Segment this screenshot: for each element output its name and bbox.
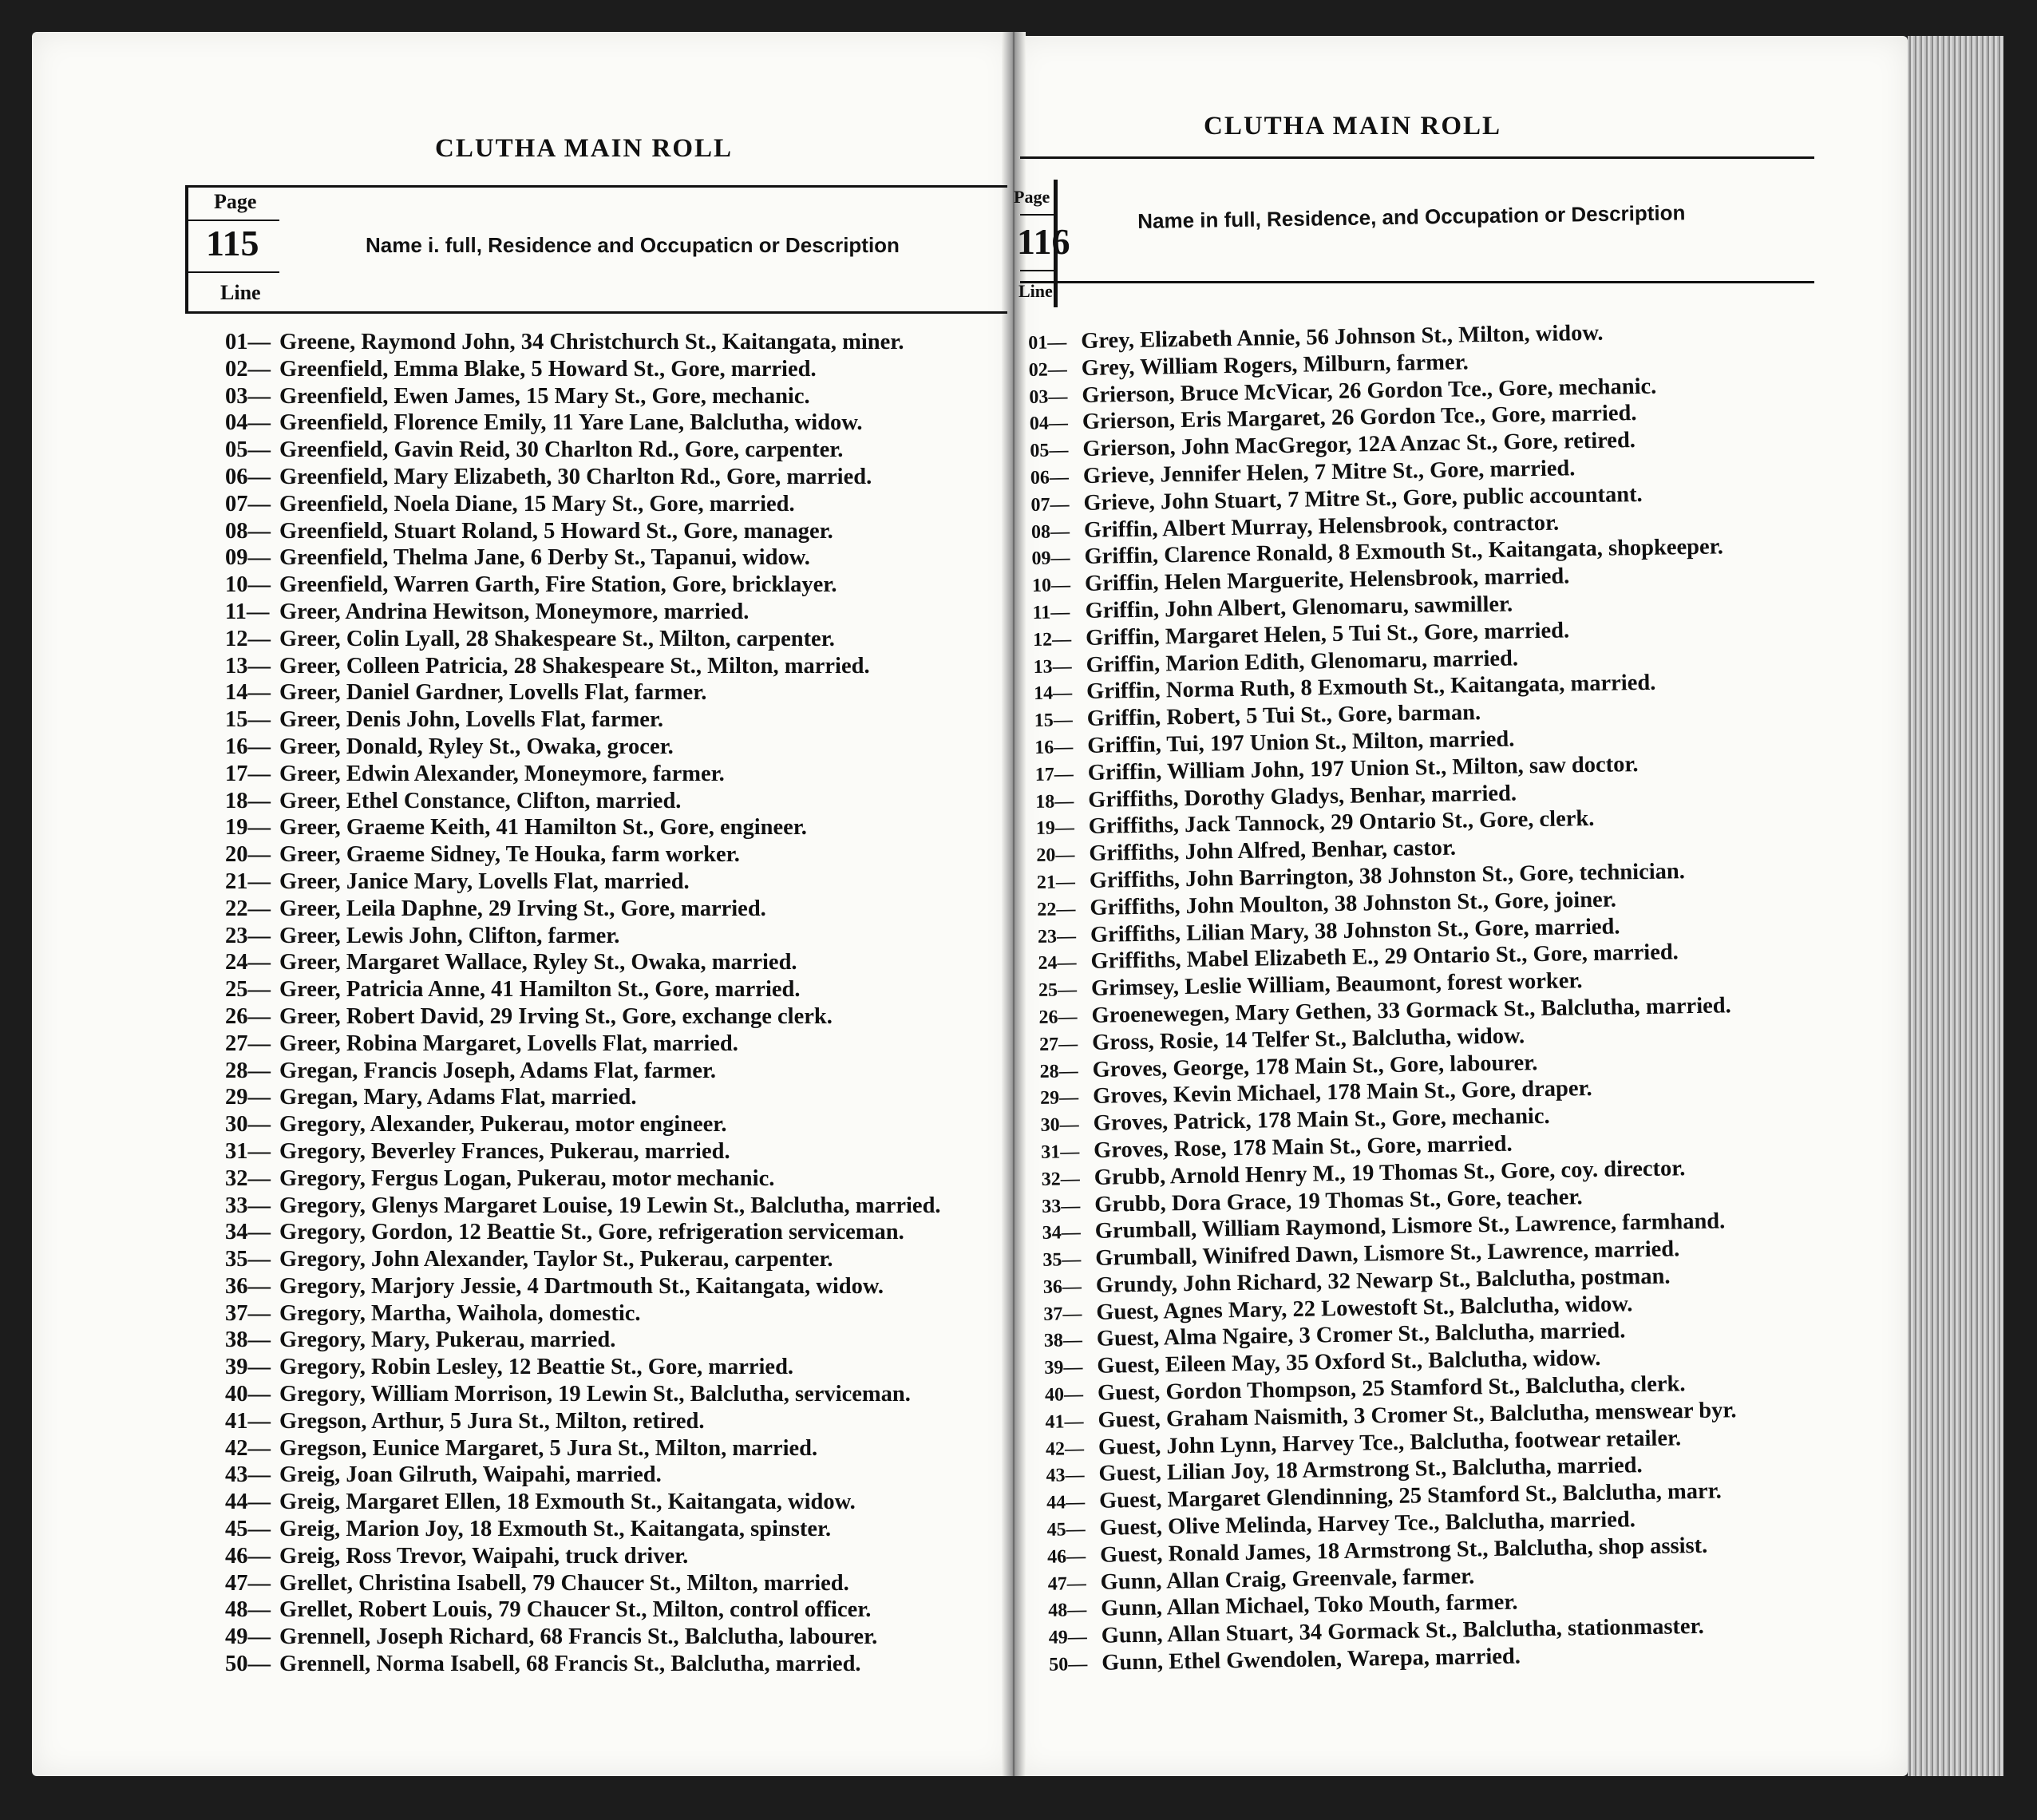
line-number: 36— [225, 1273, 271, 1299]
list-item [225, 491, 991, 518]
line-number: 14— [1033, 682, 1073, 705]
list-item [225, 841, 991, 868]
entry-text: Greer, Daniel Gardner, Lovells Flat, farmer. [279, 680, 707, 706]
entry-text: Grubb, Arnold Henry M., 19 Thomas St., Gore, coy. director. [1094, 1155, 1686, 1190]
list-item [225, 1381, 991, 1408]
list-item [225, 518, 991, 545]
entry-text: Greenfield, Mary Elizabeth, 30 Charlton Rd., Gore, married. [279, 464, 872, 489]
entry-text: Guest, Olive Melinda, Harvey Tce., Balclutha, married. [1099, 1507, 1636, 1541]
entry-text: Grey, William Rogers, Milburn, farmer. [1081, 350, 1469, 381]
entry-text: Greer, Colleen Patricia, 28 Shakespeare St., Milton, married. [279, 653, 870, 679]
list-item [225, 1596, 991, 1624]
line-number: 28— [1039, 1060, 1078, 1082]
line-number: 25— [1038, 979, 1078, 1002]
entry-text: Griffin, Marion Edith, Glenomaru, married. [1086, 645, 1519, 678]
line-number: 49— [1048, 1627, 1087, 1649]
line-number: 01— [1028, 332, 1067, 354]
list-item [225, 788, 991, 815]
line-number: 40— [225, 1382, 271, 1407]
line-number: 47— [225, 1570, 271, 1596]
line-number: 39— [225, 1355, 271, 1380]
list-item [225, 410, 991, 437]
entry-text: Guest, Lilian Joy, 18 Armstrong St., Balclutha, married. [1098, 1453, 1643, 1487]
line-number: 04— [1029, 413, 1069, 435]
line-number: 38— [225, 1327, 271, 1353]
line-number: 25— [225, 977, 271, 1003]
list-item [225, 1489, 991, 1516]
list-item [225, 653, 991, 680]
entry-text: Griffin, John Albert, Glenomaru, sawmiller. [1085, 592, 1513, 623]
line-number: 12— [1032, 628, 1072, 651]
entry-text: Grumball, William Raymond, Lismore St., Lawrence, farmhand. [1094, 1209, 1726, 1244]
line-number: 19— [225, 815, 271, 841]
line-number: 50— [1049, 1654, 1088, 1676]
line-number: 34— [1042, 1222, 1081, 1244]
entry-text: Guest, Eileen May, 35 Oxford St., Balclutha, widow. [1097, 1346, 1601, 1379]
entry-text: Greer, Ethel Constance, Clifton, married. [279, 788, 682, 813]
entry-text: Griffiths, John Barrington, 38 Johnston St., Gore, technician. [1089, 859, 1686, 893]
entry-text: Greenfield, Thelma Jane, 6 Derby St., Tapanui, widow. [279, 545, 810, 571]
list-item [225, 1111, 991, 1138]
line-number: 20— [225, 842, 271, 868]
line-number: 17— [225, 761, 271, 786]
list-item [225, 1193, 991, 1220]
entry-text: Grennell, Joseph Richard, 68 Francis St., Balclutha, labourer. [279, 1624, 878, 1650]
entry-text: Griffiths, Dorothy Gladys, Benhar, married. [1088, 781, 1517, 813]
line-number: 05— [1030, 440, 1069, 462]
entry-text: Grierson, Eris Margaret, 26 Gordon Tce., Gore, married. [1082, 401, 1637, 435]
entry-text: Griffin, Robert, 5 Tui St., Gore, barman. [1086, 700, 1481, 732]
entry-text: Greig, Joan Gilruth, Waipahi, married. [279, 1462, 662, 1488]
line-number: 11— [225, 599, 270, 624]
entry-text: Greenfield, Gavin Reid, 30 Charlton Rd., Gore, carpenter. [279, 437, 844, 463]
entry-text: Gregory, Marjory Jessie, 4 Dartmouth St., Kaitangata, widow. [279, 1273, 884, 1299]
line-number: 18— [1035, 790, 1074, 813]
left-entry-list [225, 329, 991, 1678]
line-number: 50— [225, 1652, 271, 1677]
line-number: 08— [1030, 520, 1070, 543]
left-header-bottom-rule [185, 311, 1007, 314]
left-line-label: Line [220, 281, 261, 304]
line-number: 41— [225, 1408, 271, 1434]
entry-text: Griffiths, Mabel Elizabeth E., 29 Ontario St., Gore, married. [1090, 940, 1679, 975]
line-number: 24— [225, 950, 271, 975]
entry-text: Greenfield, Ewen James, 15 Mary St., Gore, mechanic. [279, 383, 810, 409]
line-number: 08— [225, 518, 271, 544]
line-number: 09— [1031, 548, 1070, 570]
list-item [225, 1408, 991, 1435]
entry-text: Guest, Graham Naismith, 3 Cromer St., Balclutha, menswear byr. [1098, 1398, 1737, 1433]
entry-text: Greig, Marion Joy, 18 Exmouth St., Kaitangata, spinster. [279, 1517, 832, 1542]
line-number: 42— [225, 1435, 271, 1461]
right-header-top-rule [1020, 156, 1814, 159]
line-number: 15— [1034, 710, 1073, 732]
entry-text: Gregory, Glenys Margaret Louise, 19 Lewin St., Balclutha, married. [279, 1193, 941, 1218]
entry-text: Greer, Janice Mary, Lovells Flat, married. [279, 868, 690, 894]
line-number: 45— [1046, 1519, 1086, 1541]
left-page-number: 115 [206, 223, 259, 263]
line-number: 31— [225, 1138, 271, 1164]
line-number: 46— [225, 1543, 271, 1569]
line-number: 30— [225, 1112, 271, 1138]
right-line-label: Line [1018, 281, 1053, 301]
line-number: 37— [225, 1300, 271, 1326]
line-number: 38— [1043, 1330, 1083, 1352]
entry-text: Greer, Edwin Alexander, Moneymore, farmer. [279, 761, 725, 786]
line-number: 06— [1030, 467, 1070, 489]
entry-text: Gregory, Beverley Frances, Pukerau, married. [279, 1138, 730, 1164]
entry-text: Gregson, Arthur, 5 Jura St., Milton, retired. [279, 1408, 705, 1434]
line-number: 20— [1036, 845, 1075, 867]
entry-text: Greer, Colin Lyall, 28 Shakespeare St., Milton, carpenter. [279, 626, 835, 651]
entry-text: Griffin, Tui, 197 Union St., Milton, married. [1086, 726, 1515, 758]
right-header-bottom-rule [1020, 281, 1814, 283]
entry-text: Grieve, John Stuart, 7 Mitre St., Gore, public accountant. [1083, 481, 1643, 516]
entry-text: Gregory, Mary, Pukerau, married. [279, 1327, 616, 1353]
line-number: 02— [225, 356, 271, 382]
entry-text: Groves, Kevin Michael, 178 Main St., Gore, draper. [1092, 1076, 1592, 1110]
list-item [225, 1165, 991, 1193]
list-item [225, 1246, 991, 1273]
line-number: 11— [1032, 602, 1070, 623]
line-number: 30— [1040, 1114, 1079, 1136]
list-item [225, 1327, 991, 1354]
right-column-heading: Name in full, Residence, and Occupation or Description [1137, 200, 1686, 233]
line-number: 46— [1046, 1545, 1086, 1568]
entry-text: Griffin, Helen Marguerite, Helensbrook, married. [1084, 564, 1570, 597]
line-number: 23— [1037, 925, 1077, 948]
right-page-title: CLUTHA MAIN ROLL [1204, 112, 1502, 140]
entry-text: Greer, Leila Daphne, 29 Irving St., Gore, married. [279, 896, 766, 921]
list-item [225, 814, 991, 841]
entry-text: Griffin, Albert Murray, Helensbrook, contractor. [1083, 510, 1560, 543]
entry-text: Greer, Andrina Hewitson, Moneymore, married. [279, 599, 750, 624]
line-number: 34— [225, 1220, 271, 1245]
line-number: 03— [225, 383, 271, 409]
list-item [225, 599, 991, 626]
list-item [225, 1651, 991, 1678]
entry-text: Greer, Patricia Anne, 41 Hamilton St., Gore, married. [279, 977, 801, 1003]
line-number: 13— [1033, 655, 1072, 678]
line-number: 33— [225, 1193, 271, 1218]
entry-text: Greenfield, Noela Diane, 15 Mary St., Gore, married. [279, 491, 795, 516]
list-item [225, 1300, 991, 1327]
line-number: 49— [225, 1624, 271, 1650]
line-number: 24— [1038, 952, 1077, 975]
line-number: 19— [1035, 817, 1075, 840]
list-item [225, 1031, 991, 1058]
list-item [225, 1084, 991, 1111]
list-item [225, 923, 991, 950]
entry-text: Griffiths, John Moulton, 38 Johnston St., Gore, joiner. [1090, 887, 1617, 920]
right-pagebox-divider-top [1020, 214, 1056, 216]
list-item [225, 1543, 991, 1570]
line-number: 45— [225, 1517, 271, 1542]
entry-text: Gregory, Gordon, 12 Beattie St., Gore, refrigeration serviceman. [279, 1220, 904, 1245]
entry-text: Greer, Graeme Sidney, Te Houka, farm worker. [279, 842, 740, 868]
list-item [225, 329, 991, 356]
right-pagebox-divider-bottom [1020, 270, 1056, 271]
left-pagebox-divider-bottom [185, 271, 279, 273]
entry-text: Gunn, Allan Stuart, 34 Gormack St., Balclutha, stationmaster. [1101, 1614, 1704, 1649]
entry-text: Grumball, Winifred Dawn, Lismore St., Lawrence, married. [1095, 1236, 1680, 1271]
right-page-number: 116 [1017, 221, 1070, 262]
left-page-label: Page [214, 190, 257, 213]
line-number: 31— [1041, 1141, 1080, 1163]
entry-text: Grey, Elizabeth Annie, 56 Johnson St., Milton, widow. [1081, 320, 1604, 354]
line-number: 04— [225, 410, 271, 436]
list-item [225, 1435, 991, 1462]
entry-text: Gross, Rosie, 14 Telfer St., Balclutha, widow. [1091, 1023, 1525, 1055]
entry-text: Guest, Alma Ngaire, 3 Cromer St., Balclutha, married. [1096, 1318, 1626, 1352]
list-item [225, 896, 991, 923]
entry-text: Gregory, Martha, Waihola, domestic. [279, 1300, 641, 1326]
entry-text: Gregory, Robin Lesley, 12 Beattie St., Gore, married. [279, 1355, 794, 1380]
line-number: 32— [1041, 1168, 1080, 1190]
list-item [225, 868, 991, 896]
line-number: 21— [1036, 872, 1076, 893]
entry-text: Griffin, Norma Ruth, 8 Exmouth St., Kaitangata, married. [1086, 671, 1656, 705]
line-number: 22— [1037, 898, 1076, 920]
list-item [225, 1003, 991, 1031]
line-number: 26— [1038, 1007, 1078, 1028]
entry-text: Greer, Margaret Wallace, Ryley St., Owaka, married. [279, 950, 797, 975]
page-edges [1908, 36, 2003, 1776]
entry-text: Greer, Donald, Ryley St., Owaka, grocer. [279, 734, 674, 759]
entry-text: Groves, Rose, 178 Main St., Gore, married. [1093, 1131, 1513, 1163]
entry-text: Grennell, Norma Isabell, 68 Francis St., Balclutha, married. [279, 1652, 861, 1677]
line-number: 48— [225, 1597, 271, 1623]
right-entry-list [1028, 315, 1919, 1678]
entry-text: Griffiths, Jack Tannock, 29 Ontario St., Gore, clerk. [1088, 806, 1595, 840]
entry-text: Guest, John Lynn, Harvey Tce., Balclutha, footwear retailer. [1098, 1425, 1682, 1460]
entry-text: Griffin, Margaret Helen, 5 Tui St., Gore, married. [1085, 618, 1570, 651]
line-number: 22— [225, 896, 271, 921]
line-number: 07— [1030, 494, 1070, 516]
list-item [225, 383, 991, 410]
entry-text: Grieve, Jennifer Helen, 7 Mitre St., Gore, married. [1082, 456, 1576, 489]
list-item [225, 356, 991, 383]
line-number: 16— [225, 734, 271, 759]
list-item [225, 734, 991, 761]
line-number: 40— [1044, 1384, 1084, 1406]
left-pagebox-divider-top [185, 220, 279, 221]
list-item [225, 706, 991, 734]
line-number: 12— [225, 626, 271, 651]
entry-text: Groves, Patrick, 178 Main St., Gore, mechanic. [1093, 1103, 1550, 1136]
list-item [225, 1624, 991, 1651]
entry-text: Grierson, Bruce McVicar, 26 Gordon Tce., Gore, mechanic. [1082, 374, 1657, 408]
entry-text: Gregory, Fergus Logan, Pukerau, motor mechanic. [279, 1165, 775, 1191]
entry-text: Gunn, Ethel Gwendolen, Warepa, married. [1102, 1644, 1521, 1676]
line-number: 29— [1039, 1087, 1079, 1110]
line-number: 43— [1046, 1465, 1085, 1487]
line-number: 48— [1048, 1600, 1087, 1622]
list-item [225, 1138, 991, 1165]
line-number: 28— [225, 1058, 271, 1083]
line-number: 06— [225, 464, 271, 489]
entry-text: Greer, Robert David, 29 Irving St., Gore, exchange clerk. [279, 1003, 833, 1029]
list-item [225, 949, 991, 976]
list-item [225, 1058, 991, 1085]
line-number: 36— [1042, 1276, 1082, 1298]
entry-text: Gregan, Mary, Adams Flat, married. [279, 1085, 637, 1110]
entry-text: Greer, Denis John, Lovells Flat, farmer. [279, 707, 664, 733]
entry-text: Grimsey, Leslie William, Beaumont, forest worker. [1090, 968, 1583, 1001]
line-number: 35— [1042, 1249, 1082, 1271]
line-number: 35— [225, 1247, 271, 1272]
list-item [225, 544, 991, 572]
line-number: 01— [225, 330, 271, 354]
line-number: 39— [1044, 1357, 1083, 1379]
entry-text: Grellet, Robert Louis, 79 Chaucer St., Milton, control officer. [279, 1597, 872, 1623]
entry-text: Griffiths, Lilian Mary, 38 Johnston St., Gore, married. [1090, 913, 1620, 948]
entry-text: Guest, Margaret Glendinning, 25 Stamford St., Balclutha, marr. [1098, 1478, 1723, 1514]
line-number: 43— [225, 1462, 271, 1488]
line-number: 44— [1046, 1492, 1086, 1514]
entry-text: Gregory, Alexander, Pukerau, motor engineer. [279, 1112, 727, 1138]
entry-text: Greenfield, Warren Garth, Fire Station, Gore, bricklayer. [279, 572, 837, 598]
entry-text: Greenfield, Stuart Roland, 5 Howard St., Gore, manager. [279, 518, 833, 544]
list-item [225, 1516, 991, 1543]
entry-text: Guest, Gordon Thompson, 25 Stamford St., Balclutha, clerk. [1097, 1371, 1686, 1406]
entry-text: Griffin, William John, 197 Union St., Milton, saw doctor. [1087, 751, 1639, 785]
list-item [225, 572, 991, 599]
entry-text: Greer, Lewis John, Clifton, farmer. [279, 923, 620, 948]
entry-text: Greene, Raymond John, 34 Christchurch St., Kaitangata, miner. [279, 330, 904, 354]
line-number: 21— [225, 868, 271, 894]
entry-text: Gregson, Eunice Margaret, 5 Jura St., Milton, married. [279, 1435, 818, 1461]
line-number: 41— [1045, 1410, 1084, 1433]
entry-text: Greer, Robina Margaret, Lovells Flat, married. [279, 1031, 738, 1056]
list-item [225, 464, 991, 491]
line-number: 42— [1045, 1438, 1085, 1460]
list-item [225, 761, 991, 788]
line-number: 10— [1031, 575, 1071, 597]
line-number: 16— [1034, 737, 1074, 758]
line-number: 26— [225, 1003, 271, 1029]
entry-text: Guest, Agnes Mary, 22 Lowestoft St., Balclutha, widow. [1096, 1291, 1633, 1325]
line-number: 15— [225, 707, 271, 733]
entry-text: Groves, George, 178 Main St., Gore, labourer. [1092, 1050, 1538, 1082]
entry-text: Griffiths, John Alfred, Benhar, castor. [1089, 835, 1457, 867]
line-number: 27— [1038, 1033, 1078, 1055]
line-number: 02— [1028, 359, 1068, 381]
entry-text: Greer, Graeme Keith, 41 Hamilton St., Gore, engineer. [279, 815, 807, 841]
line-number: 14— [225, 680, 271, 706]
line-number: 13— [225, 653, 271, 679]
line-number: 10— [225, 572, 271, 598]
entry-text: Gregory, William Morrison, 19 Lewin St., Balclutha, serviceman. [279, 1382, 911, 1407]
left-column-heading: Name i. full, Residence and Occupaticn or Description [366, 233, 900, 257]
entry-text: Greig, Margaret Ellen, 18 Exmouth St., Kaitangata, widow. [279, 1490, 856, 1515]
line-number: 07— [225, 491, 271, 516]
line-number: 33— [1042, 1195, 1081, 1217]
list-item [225, 437, 991, 464]
list-item [225, 1219, 991, 1246]
line-number: 09— [225, 545, 271, 571]
list-item [225, 1354, 991, 1381]
line-number: 03— [1029, 386, 1068, 408]
list-item [225, 1273, 991, 1300]
left-header-top-rule [185, 185, 1007, 188]
list-item [225, 626, 991, 653]
list-item [225, 679, 991, 706]
entry-text: Gunn, Allan Craig, Greenvale, farmer. [1100, 1564, 1475, 1595]
entry-text: Greig, Ross Trevor, Waipahi, truck driver. [279, 1543, 689, 1569]
entry-text: Gregan, Francis Joseph, Adams Flat, farmer. [279, 1058, 717, 1083]
entry-text: Grundy, John Richard, 32 Newarp St., Balclutha, postman. [1095, 1264, 1671, 1298]
line-number: 44— [225, 1490, 271, 1515]
entry-text: Greenfield, Emma Blake, 5 Howard St., Gore, married. [279, 356, 817, 382]
list-item [225, 1570, 991, 1597]
list-item [225, 1462, 991, 1489]
entry-text: Gunn, Allan Michael, Toko Mouth, farmer. [1100, 1590, 1518, 1622]
list-item [225, 976, 991, 1003]
entry-text: Grubb, Dora Grace, 19 Thomas St., Gore, teacher. [1094, 1184, 1583, 1217]
entry-text: Gregory, John Alexander, Taylor St., Pukerau, carpenter. [279, 1247, 833, 1272]
entry-text: Grierson, John MacGregor, 12A Anzac St., Gore, retired. [1082, 428, 1636, 462]
line-number: 32— [225, 1165, 271, 1191]
line-number: 17— [1034, 763, 1074, 785]
entry-text: Guest, Ronald James, 18 Armstrong St., Balclutha, shop assist. [1099, 1533, 1708, 1568]
entry-text: Greenfield, Florence Emily, 11 Yare Lane, Balclutha, widow. [279, 410, 863, 436]
entry-text: Griffin, Clarence Ronald, 8 Exmouth St., Kaitangata, shopkeeper. [1084, 534, 1724, 570]
right-page-label: Page [1014, 187, 1050, 207]
left-pagebox-rule [185, 185, 188, 313]
entry-text: Grellet, Christina Isabell, 79 Chaucer St., Milton, married. [279, 1570, 849, 1596]
line-number: 29— [225, 1085, 271, 1110]
line-number: 37— [1043, 1303, 1082, 1325]
left-page-title: CLUTHA MAIN ROLL [435, 134, 734, 163]
line-number: 18— [225, 788, 271, 813]
line-number: 05— [225, 437, 271, 463]
entry-text: Groenewegen, Mary Gethen, 33 Gormack St., Balclutha, married. [1091, 993, 1731, 1028]
line-number: 47— [1047, 1573, 1086, 1595]
line-number: 23— [225, 923, 271, 948]
line-number: 27— [225, 1031, 271, 1056]
